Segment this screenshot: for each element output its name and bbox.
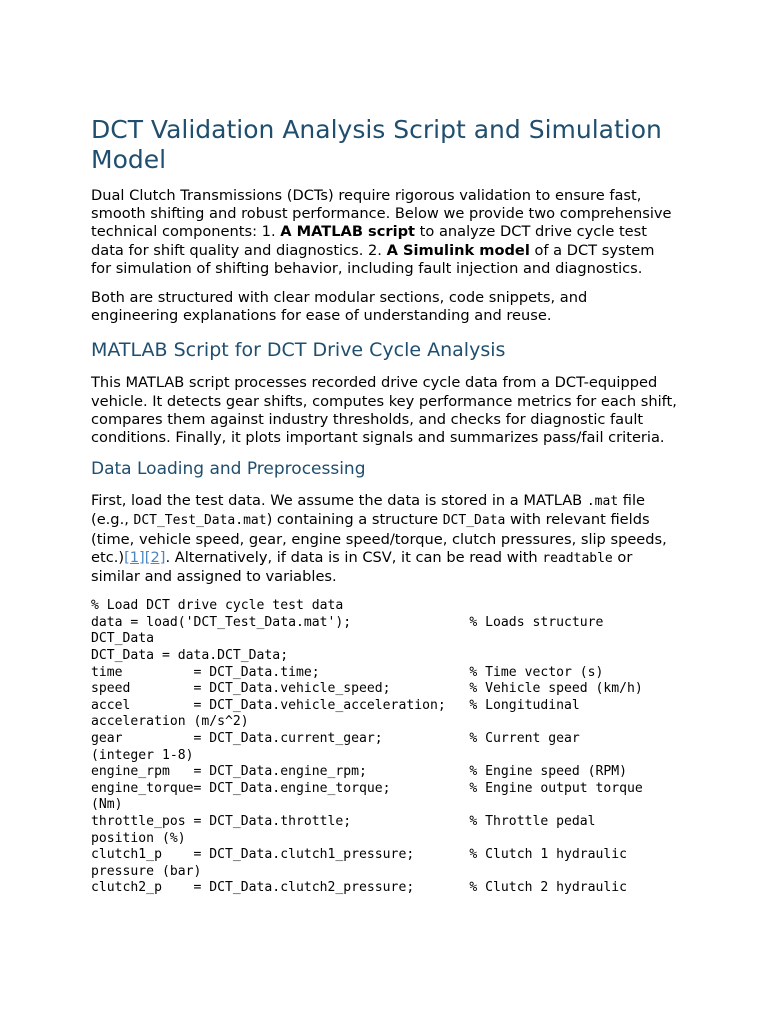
intro-text: Dual Clutch Transmissions (DCTs) require rigorous validation to ensure fast, smooth shifting and robust performance. Below we provide two comprehensive technical components: 1. <box>91 187 672 241</box>
page-title: DCT Validation Analysis Script and Simulation Model <box>91 115 662 174</box>
code-block: % Load DCT drive cycle test data data = load('DCT_Test_Data.mat'); % Loads structure DCT_Data DCT_Data = data.DCT_Data; time = DCT_Data.time; % Time vector (s) speed = DCT_Data.vehicle_speed; % Vehicle speed (km/h) accel = DCT_Data.vehicle_acceleration; % Longitudinal acceleration (m/s^2) gear = DCT_Data.current_gear; % Current gear (integer 1-8) engine_rpm = DCT_Data.engine_rpm; % Engine speed (RPM) engine_torque= DCT_Data.engine_torque; % Engine output torque (Nm) throttle_pos = DCT_Data.throttle; % Throttle pedal position (%) clutch1_p = DCT_Data.clutch1_pressure; % Clutch 1 hydraulic pressure (bar) clutch2_p = DCT_Data.clutch2_pressure; % Clutch 2 hydraulic <box>91 598 643 896</box>
inline-code: readtable <box>542 550 613 566</box>
section-paragraph: This MATLAB script processes recorded drive cycle data from a DCT-equipped vehicle. It detects gear shifts, computes key performance metrics for each shift, compares them against industry thresholds, and checks for diagnostic fault conditions. Finally, it plots important signals and summarizes pass/fail criteria. <box>91 374 677 447</box>
body-text: or similar and assigned to variables. <box>91 548 633 586</box>
subsection-heading: Data Loading and Preprocessing <box>91 459 366 480</box>
intro-bold-simulink: A Simulink model <box>386 241 530 259</box>
inline-code: DCT_Data <box>442 513 506 529</box>
body-text: First, load the test data. We assume the data is stored in a MATLAB <box>91 492 587 510</box>
intro-bold-matlab: A MATLAB script <box>280 223 416 241</box>
inline-code: .mat <box>586 494 619 510</box>
body-text: . Alternatively, if data is in CSV, it can be read with <box>165 548 543 566</box>
body-text: with relevant fields (time, vehicle speed, gear, engine speed/torque, clutch pressures, slip speeds, etc.) <box>91 511 667 566</box>
reference-link-1[interactable]: [1] <box>124 548 145 566</box>
intro-text: of a DCT system for simulation of shifting behavior, including fault injection and diagnostics. <box>91 241 655 277</box>
section-heading: MATLAB Script for DCT Drive Cycle Analysis <box>91 339 506 362</box>
intro-paragraph <box>91 187 677 278</box>
reference-link-2[interactable]: [2] <box>144 548 166 566</box>
body-text: ) containing a structure <box>266 511 443 529</box>
inline-code: DCT_Test_Data.mat <box>133 513 267 529</box>
structure-paragraph: Both are structured with clear modular sections, code snippets, and engineering explanations for ease of understanding and reuse. <box>91 289 588 325</box>
intro-text: to analyze DCT drive cycle test data for shift quality and diagnostics. 2. <box>91 223 647 259</box>
body-text: file (e.g., <box>91 492 646 529</box>
data-loading-paragraph <box>91 492 677 586</box>
